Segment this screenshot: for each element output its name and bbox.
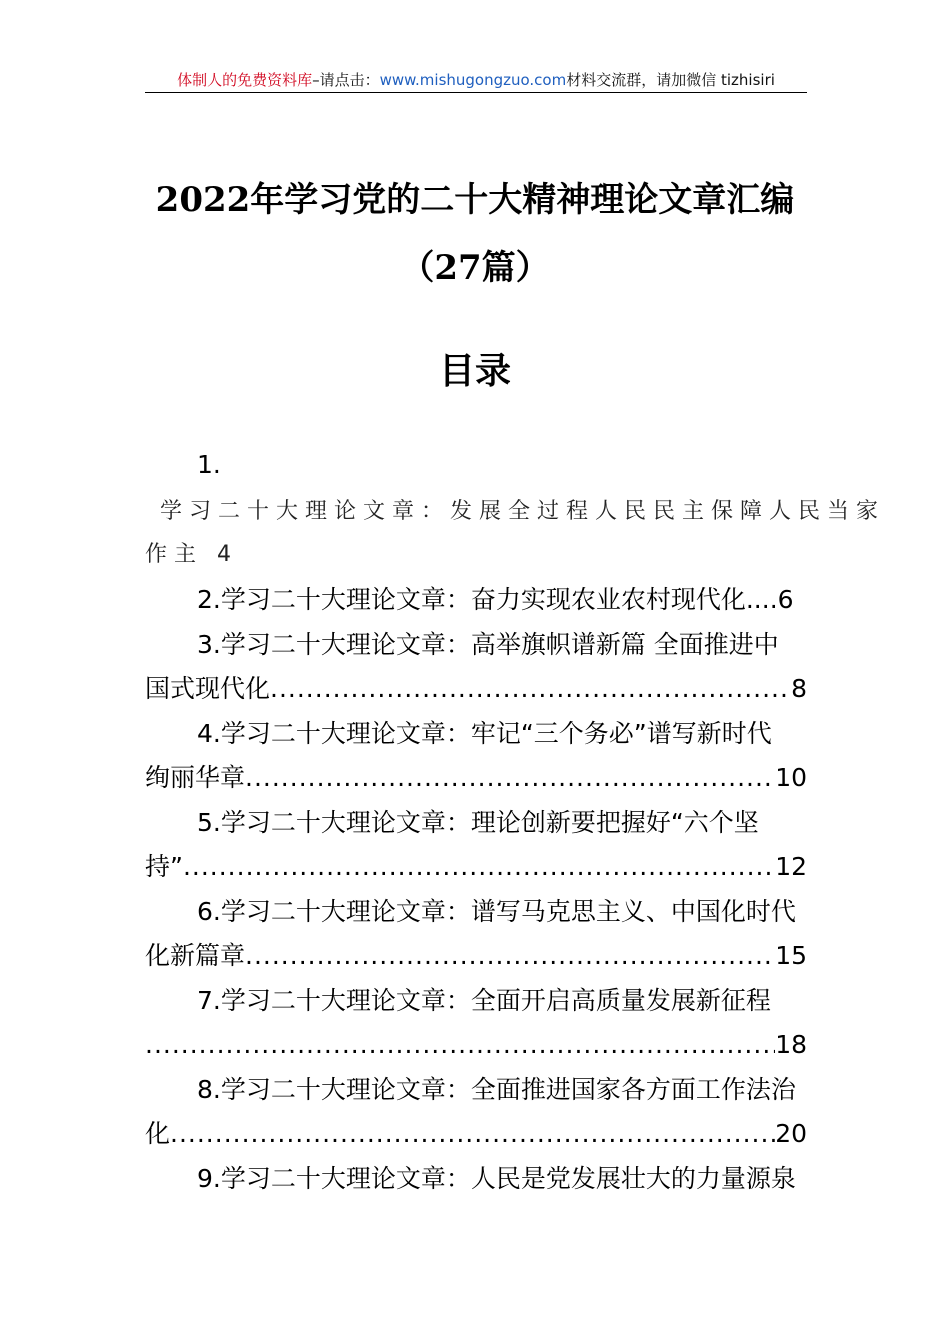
toc-leader-dots [245,756,775,800]
toc-item-7-line2[interactable] [145,1023,807,1067]
toc-item-3-line1[interactable]: 3.学习二十大理论文章：高举旗帜谱新篇 全面推进中 [197,630,779,659]
toc-item-4-line1[interactable]: 4.学习二十大理论文章：牢记“三个务必”谱写新时代 [197,719,772,748]
toc-leader-dots [245,934,775,978]
toc-leader-dots [145,1023,775,1067]
toc-item-5-page: 12 [775,852,807,881]
toc-item-4-page: 10 [775,763,807,792]
toc-leader-dots [183,845,775,889]
toc-item-3-line2[interactable] [145,667,807,711]
toc-item-8-line1[interactable]: 8.学习二十大理论文章：全面推进国家各方面工作法治 [197,1075,796,1104]
header-site-name: 体制人的免费资料库 [177,71,313,89]
toc-leader-dots [170,1112,775,1156]
toc-item-3-cont: 国式现代化 [145,674,271,703]
document-title: 2022年学习党的二十大精神理论文章汇编 [155,180,795,220]
toc-item-9-line1[interactable]: 9.学习二十大理论文章：人民是党发展壮大的力量源泉 [197,1164,796,1193]
toc-item-6-cont: 化新篇章 [145,941,246,970]
toc-item-3-page: 8 [791,674,807,703]
toc-item-4-cont: 绚丽华章 [145,763,246,792]
page-header [145,70,807,93]
toc-item-5-cont: 持” [145,852,183,881]
toc-item-8-cont: 化 [145,1119,171,1148]
toc-item-4-line2[interactable] [145,756,807,800]
toc-item-1-number[interactable]: 1. [197,450,221,479]
toc-item-6-page: 15 [775,941,807,970]
toc-item-1-page: 4 [217,542,239,567]
toc-item-2[interactable]: 2.学习二十大理论文章：奋力实现农业农村现代化....6 [197,585,794,614]
toc-item-1-text[interactable]: 学习二十大理论文章：发展全过程人民民主保障人民当家 [160,499,886,524]
toc-leader-dots [270,667,791,711]
toc-item-6-line1[interactable]: 6.学习二十大理论文章：谱写马克思主义、中国化时代 [197,897,796,926]
header-note: 材料交流群，请加微信 tizhisiri [566,71,775,89]
toc-heading: 目录 [438,350,511,392]
toc-item-5-line1[interactable]: 5.学习二十大理论文章：理论创新要把握好“六个坚 [197,808,759,837]
toc-item-1-cont[interactable] [145,533,807,577]
header-prompt: –请点击： [312,71,380,89]
toc-item-5-line2[interactable] [145,845,807,889]
toc-item-6-line2[interactable] [145,934,807,978]
document-subtitle: （27篇） [400,248,550,288]
toc-item-7-line1[interactable]: 7.学习二十大理论文章：全面开启高质量发展新征程 [197,986,771,1015]
header-url-link[interactable]: www.mishugongzuo.com [379,71,567,89]
toc-item-8-page: 20 [775,1119,807,1148]
toc-item-1-cont-text: 作主 [145,542,204,567]
toc-item-7-page: 18 [775,1030,807,1059]
toc-item-8-line2[interactable] [145,1112,807,1156]
